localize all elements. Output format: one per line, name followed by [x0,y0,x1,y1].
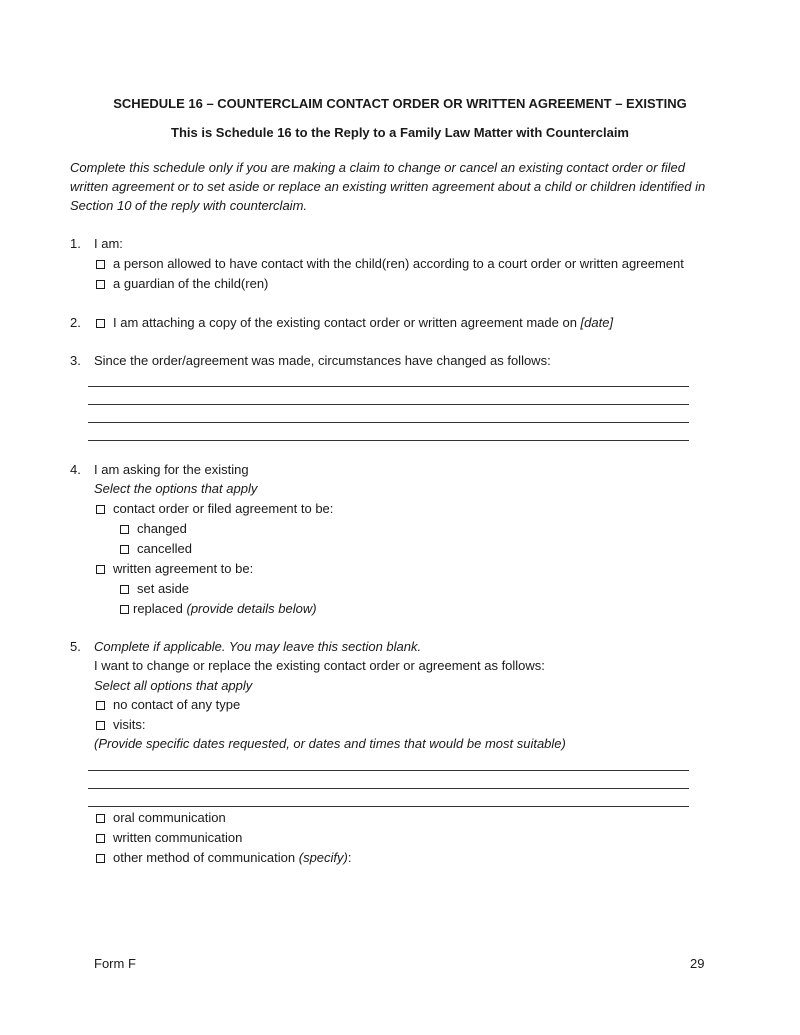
option-guardian[interactable]: a guardian of the child(ren) [96,276,268,291]
section-4-label: I am asking for the existing [94,462,249,477]
option-visits[interactable]: visits: [96,717,146,732]
option-replaced[interactable]: replaced (provide details below) [120,601,317,616]
checkbox[interactable] [96,721,105,730]
section-5-label: I want to change or replace the existing contact order or agreement as follows: [94,658,545,673]
option-written-agreement[interactable]: written agreement to be: [96,561,253,576]
section-2-number: 2. [70,315,81,330]
option-set-aside[interactable]: set aside [120,581,189,596]
section-1-number: 1. [70,236,81,251]
section-5-hint: Select all options that apply [94,678,253,693]
answer-line[interactable] [88,440,689,441]
checkbox[interactable] [96,565,105,574]
section-1-label: I am: [94,236,123,251]
checkbox[interactable] [120,545,129,554]
section-4-hint: Select the options that apply [94,481,258,496]
answer-line[interactable] [88,770,689,771]
checkbox[interactable] [120,585,129,594]
intro-line-1: Complete this schedule only if you are making a claim to change or cancel an existing contact order or filed [70,160,685,175]
section-3-label: Since the order/agreement was made, circumstances have changed as follows: [94,353,551,368]
date-placeholder: [date] [580,315,614,330]
answer-line[interactable] [88,788,689,789]
section-3-number: 3. [70,353,81,368]
checkbox[interactable] [96,814,105,823]
option-attaching-copy[interactable]: I am attaching a copy of the existing contact order or written agreement made on [date] [96,315,613,330]
section-5-number: 5. [70,639,81,654]
checkbox[interactable] [96,505,105,514]
checkbox[interactable] [96,260,105,269]
option-changed[interactable]: changed [120,521,187,536]
checkbox[interactable] [96,834,105,843]
checkbox[interactable] [96,701,105,710]
answer-line[interactable] [88,806,689,807]
option-cancelled[interactable]: cancelled [120,541,192,556]
intro-line-3: Section 10 of the reply with counterclaim. [70,198,308,213]
answer-line[interactable] [88,404,689,405]
answer-line[interactable] [88,422,689,423]
visits-note: (Provide specific dates requested, or dates and times that would be most suitable) [94,736,566,751]
checkbox[interactable] [96,280,105,289]
option-contact-person[interactable]: a person allowed to have contact with the child(ren) according to a court order or written agreement [96,256,684,271]
checkbox[interactable] [96,319,105,328]
option-other-method[interactable]: other method of communication (specify): [96,850,351,865]
section-5-note: Complete if applicable. You may leave this section blank. [94,639,422,654]
schedule-title: SCHEDULE 16 – COUNTERCLAIM CONTACT ORDER OR WRITTEN AGREEMENT – EXISTING [113,96,687,111]
option-oral-communication[interactable]: oral communication [96,810,226,825]
section-4-number: 4. [70,462,81,477]
footer-form-name: Form F [94,956,136,971]
option-written-communication[interactable]: written communication [96,830,242,845]
option-contact-order-filed[interactable]: contact order or filed agreement to be: [96,501,333,516]
intro-line-2: written agreement or to set aside or replace an existing written agreement about a child or children identified in [70,179,706,194]
checkbox[interactable] [120,525,129,534]
answer-line[interactable] [88,386,689,387]
footer-page-number: 29 [690,956,705,971]
checkbox[interactable] [120,605,129,614]
schedule-subtitle: This is Schedule 16 to the Reply to a Family Law Matter with Counterclaim [171,125,629,140]
checkbox[interactable] [96,854,105,863]
option-no-contact[interactable]: no contact of any type [96,697,240,712]
